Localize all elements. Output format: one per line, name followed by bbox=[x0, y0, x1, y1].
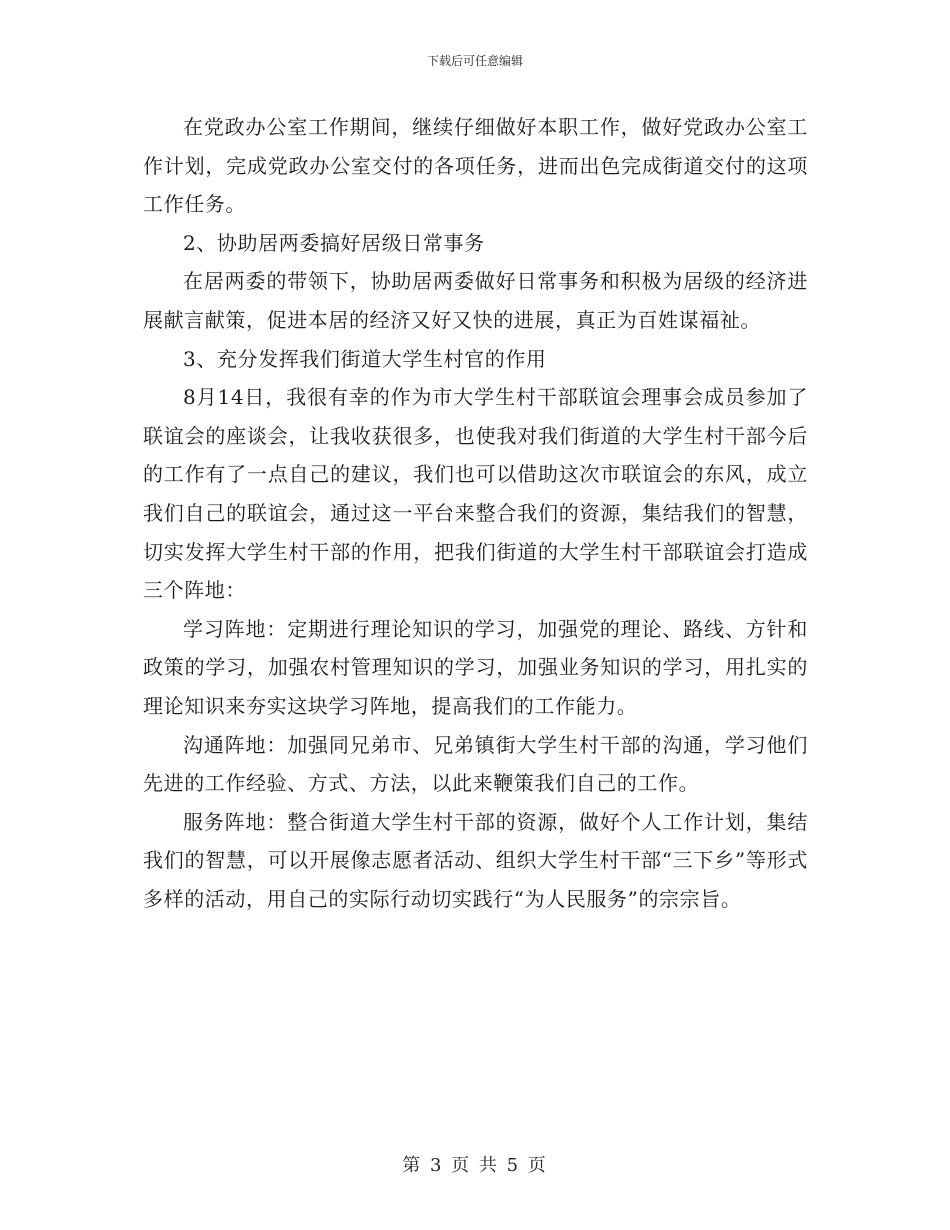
paragraph-alliance: 8月14日，我很有幸的作为市大学生村干部联谊会理事会成员参加了联谊会的座谈会，让我收获很多，也使我对我们街道的大学生村干部今后的工作有了一点自己的建议，我们也可以借助这次市联谊会的东风，成立我们自己的联谊会，通过这一平台来整合我们的资源，集结我们的智慧，切实发挥大学生村干部的作用，把我们街道的大学生村干部联谊会打造成三个阵地： bbox=[143, 385, 808, 603]
document-body bbox=[143, 108, 808, 918]
paragraph-committee: 在居两委的带领下，协助居两委做好日常事务和积极为居级的经济进展献言献策，促进本居的经济又好又快的进展，真正为百姓谋福祉。 bbox=[143, 269, 808, 332]
paragraph-office-work: 在党政办公室工作期间，继续仔细做好本职工作，做好党政办公室工作计划，完成党政办公室交付的各项任务，进而出色完成街道交付的这项工作任务。 bbox=[143, 115, 808, 217]
paragraph-communication-front: 沟通阵地：加强同兄弟市、兄弟镇街大学生村干部的沟通，学习他们先进的工作经验、方式、方法，以此来鞭策我们自己的工作。 bbox=[143, 732, 808, 796]
page-header: 下载后可任意编辑 bbox=[426, 54, 523, 68]
section-heading-3: 3、充分发挥我们街道大学生村官的作用 bbox=[183, 346, 547, 371]
paragraph-service-front: 服务阵地：整合街道大学生村干部的资源，做好个人工作计划，集结我们的智慧，可以开展像志愿者活动、组织大学生村干部“三下乡”等形式多样的活动，用自己的实际行动切实践行“为人民服务”的宗宗旨。 bbox=[143, 809, 808, 911]
paragraph-study-front: 学习阵地：定期进行理论知识的学习，加强党的理论、路线、方针和政策的学习，加强农村管理知识的学习，加强业务知识的学习，用扎实的理论知识来夯实这块学习阵地，提高我们的工作能力。 bbox=[143, 616, 808, 718]
section-heading-2: 2、协助居两委搞好居级日常事务 bbox=[183, 230, 485, 255]
page-footer: 第 3 页 共 5 页 bbox=[402, 1155, 548, 1176]
